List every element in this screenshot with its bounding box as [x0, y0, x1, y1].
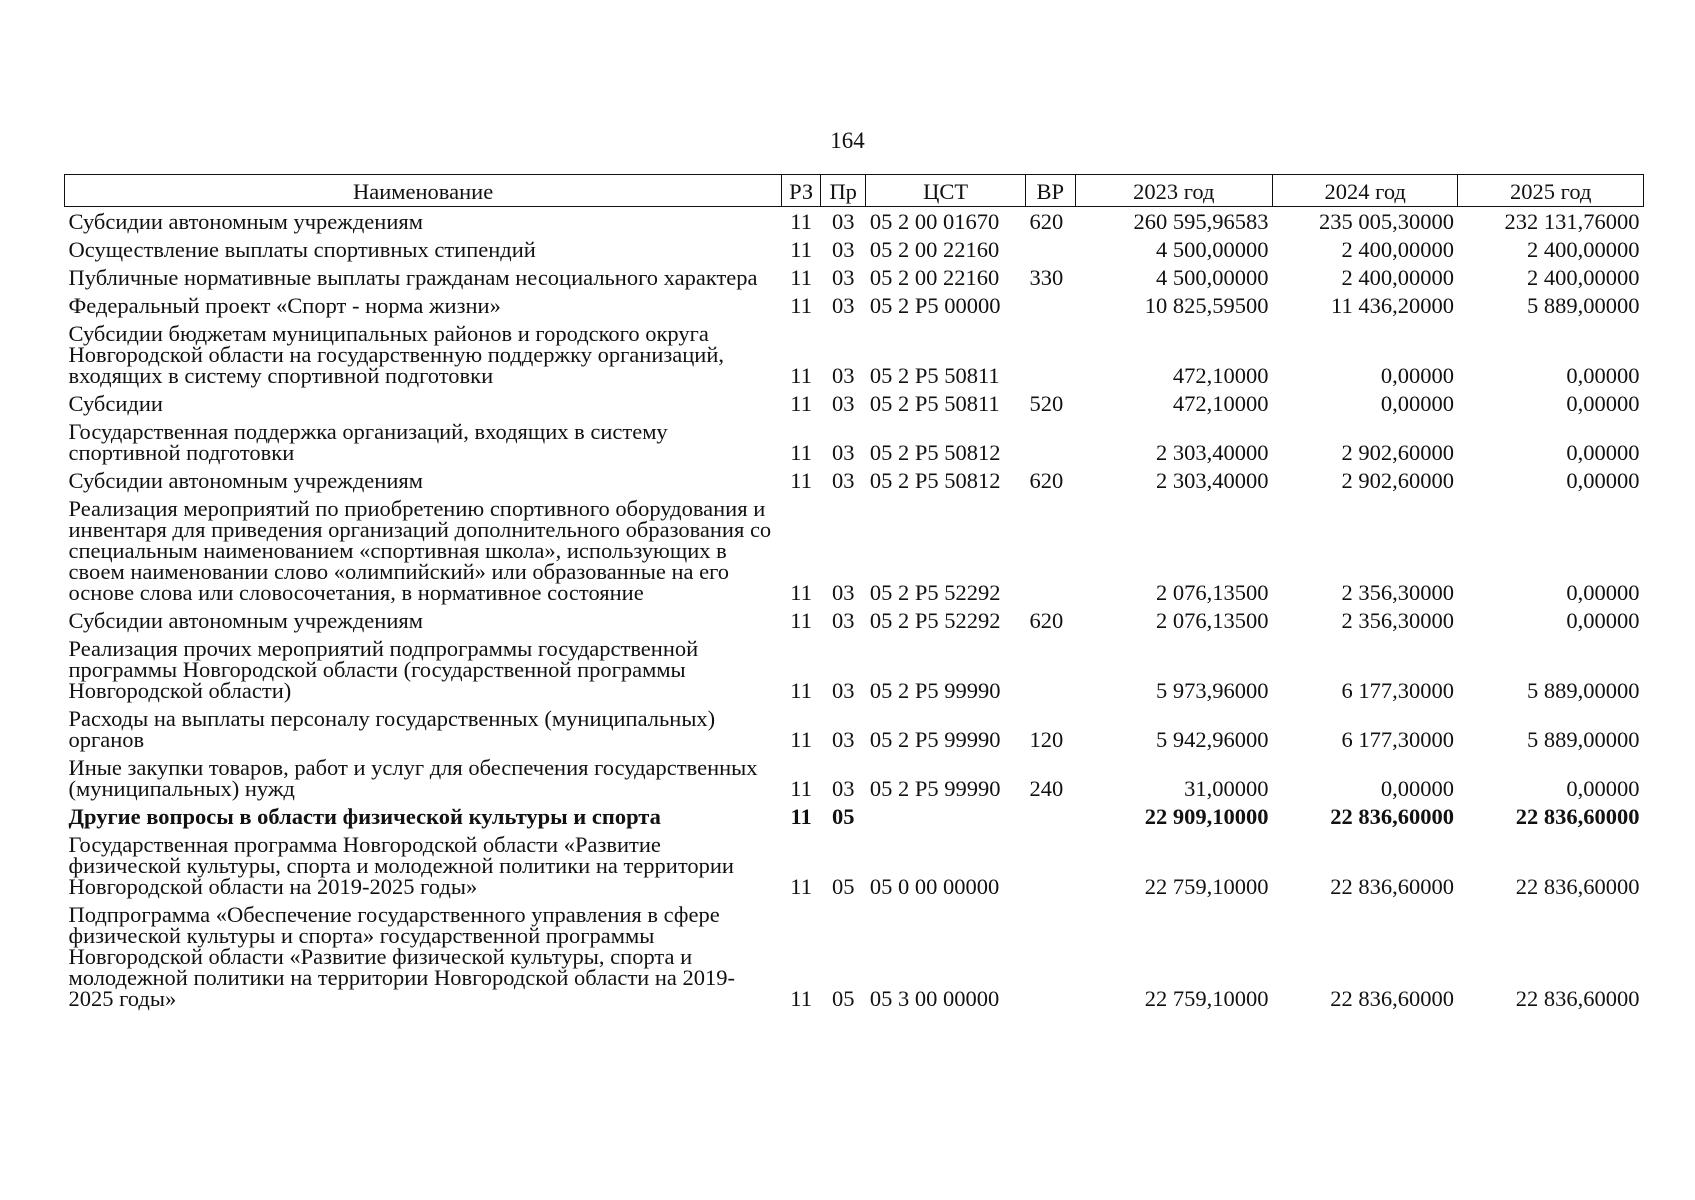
row-2024: 2 356,30000	[1341, 580, 1454, 605]
row-2024: 6 177,30000	[1341, 678, 1454, 703]
row-2023: 4 500,00000	[1155, 237, 1269, 262]
row-cst: 05 2 P5 00000	[869, 293, 1001, 318]
row-pr: 03	[831, 776, 855, 801]
row-rz: 11	[790, 363, 812, 388]
row-2023: 472,10000	[1172, 391, 1269, 416]
row-pr: 03	[831, 608, 855, 633]
row-2023: 2 076,13500	[1155, 608, 1269, 633]
row-cst: 05 2 P5 52292	[869, 608, 1001, 633]
row-vr: 330	[1029, 265, 1064, 290]
row-2025: 0,00000	[1566, 468, 1640, 493]
table-body	[65, 207, 1644, 1013]
row-2023: 10 825,59500	[1144, 293, 1269, 318]
row-2023: 22 909,10000	[1144, 804, 1269, 829]
table-row	[65, 802, 1644, 830]
row-pr: 03	[831, 237, 855, 262]
row-cst: 05 0 00 00000	[869, 874, 1000, 899]
row-pr: 03	[831, 468, 855, 493]
row-rz: 11	[790, 580, 812, 605]
table-row	[65, 634, 1644, 704]
row-2024: 235 005,30000	[1318, 209, 1454, 234]
row-name: Субсидии бюджетам муниципальных районов и городского округа Новгородской области на государственную поддержку организаций, входящих в систему спортивной подготовки	[68, 321, 724, 388]
page-number: 164	[830, 128, 865, 153]
row-pr: 03	[831, 209, 855, 234]
row-2025: 5 889,00000	[1527, 293, 1640, 318]
row-2024: 22 836,60000	[1330, 804, 1454, 829]
row-rz: 11	[790, 237, 812, 262]
row-2024: 2 400,00000	[1341, 265, 1454, 290]
row-name: Реализация мероприятий по приобретению спортивного оборудования и инвентаря для приведения организаций дополнительного образования со специальным наименованием «спортивная школа», использующих в своем наименовании слово «олимпийский» или образованные на его основе слова или словосочетания, в нормативное состояние	[68, 496, 772, 605]
row-2024: 22 836,60000	[1330, 874, 1454, 899]
row-vr	[1025, 291, 1075, 319]
row-rz: 11	[790, 468, 812, 493]
row-cst: 05 2 00 22160	[869, 237, 1000, 262]
row-name: Расходы на выплаты персоналу государственных (муниципальных) органов	[68, 706, 716, 752]
row-name: Субсидии	[68, 391, 163, 416]
row-vr	[1025, 494, 1075, 606]
table-row	[65, 704, 1644, 753]
header-rz: РЗ	[782, 175, 821, 207]
row-pr: 03	[831, 293, 855, 318]
row-2025: 0,00000	[1566, 363, 1640, 388]
row-vr: 620	[1029, 209, 1064, 234]
row-pr: 03	[831, 440, 855, 465]
header-vr: ВР	[1025, 175, 1075, 207]
row-cst: 05 3 00 00000	[869, 986, 1000, 1011]
row-cst: 05 2 00 22160	[869, 265, 1000, 290]
row-2023: 22 759,10000	[1144, 986, 1269, 1011]
row-2025: 0,00000	[1566, 580, 1640, 605]
row-name: Субсидии автономным учреждениям	[68, 209, 423, 234]
table-header-row	[65, 175, 1644, 207]
row-vr: 620	[1029, 608, 1064, 633]
row-rz: 11	[790, 293, 812, 318]
row-cst: 05 2 P5 50811	[869, 391, 1000, 416]
row-pr: 03	[831, 580, 855, 605]
budget-table	[64, 174, 1644, 1012]
row-name: Субсидии автономным учреждениям	[68, 608, 423, 633]
row-rz: 11	[790, 678, 812, 703]
row-2025: 0,00000	[1566, 776, 1640, 801]
row-pr: 03	[831, 391, 855, 416]
row-2023: 260 595,96583	[1133, 209, 1269, 234]
row-2025: 0,00000	[1566, 440, 1640, 465]
row-pr: 03	[831, 727, 855, 752]
header-2025: 2025 год	[1458, 175, 1644, 207]
row-2023: 5 973,96000	[1155, 678, 1269, 703]
row-name: Иные закупки товаров, работ и услуг для обеспечения государственных (муниципальных) нужд	[68, 755, 758, 801]
row-rz: 11	[790, 391, 812, 416]
header-2024: 2024 год	[1272, 175, 1458, 207]
table-row	[65, 830, 1644, 900]
row-2023: 22 759,10000	[1144, 874, 1269, 899]
row-pr: 05	[831, 986, 855, 1011]
row-pr: 03	[831, 678, 855, 703]
row-2025: 2 400,00000	[1527, 237, 1640, 262]
row-rz: 11	[790, 874, 812, 899]
row-2024: 22 836,60000	[1330, 986, 1454, 1011]
row-vr	[1025, 830, 1075, 900]
row-2025: 0,00000	[1566, 608, 1640, 633]
row-name: Федеральный проект «Спорт - норма жизни»	[68, 293, 501, 318]
row-vr	[1025, 634, 1075, 704]
row-cst: 05 2 00 01670	[869, 209, 1000, 234]
row-2024: 2 902,60000	[1341, 440, 1454, 465]
table-row	[65, 753, 1644, 802]
table-row	[65, 606, 1644, 634]
row-2023: 2 303,40000	[1155, 468, 1269, 493]
table-row	[65, 494, 1644, 606]
row-name: Государственная поддержка организаций, входящих в систему спортивной подготовки	[68, 419, 668, 465]
row-rz: 11	[790, 804, 812, 829]
row-2025: 5 889,00000	[1527, 727, 1640, 752]
header-cst: ЦСТ	[866, 175, 1026, 207]
table-row	[65, 263, 1644, 291]
table-row	[65, 207, 1644, 236]
header-name: Наименование	[65, 175, 782, 207]
row-2024: 6 177,30000	[1341, 727, 1454, 752]
table-row	[65, 466, 1644, 494]
row-vr	[1025, 802, 1075, 830]
row-rz: 11	[790, 265, 812, 290]
row-2025: 0,00000	[1566, 391, 1640, 416]
row-2024: 2 902,60000	[1341, 468, 1454, 493]
row-2023: 2 076,13500	[1155, 580, 1269, 605]
row-name: Другие вопросы в области физической культуры и спорта	[68, 804, 661, 829]
row-vr	[1025, 900, 1075, 1012]
row-rz: 11	[790, 209, 812, 234]
row-vr	[1025, 319, 1075, 389]
row-vr: 240	[1029, 776, 1064, 801]
row-name: Подпрограмма «Обеспечение государственного управления в сфере физической культуры и спорта» государственной программы Новгородской области «Развитие физической культуры, спорта и молодежной политики на территории Новгородской области на 2019-2025 годы»	[68, 902, 735, 1011]
row-2025: 22 836,60000	[1515, 986, 1640, 1011]
table-row	[65, 291, 1644, 319]
table-row	[65, 417, 1644, 466]
row-2025: 5 889,00000	[1527, 678, 1640, 703]
table-row	[65, 389, 1644, 417]
row-rz: 11	[790, 776, 812, 801]
row-rz: 11	[790, 986, 812, 1011]
row-2024: 0,00000	[1380, 363, 1454, 388]
row-cst: 05 2 P5 50812	[869, 468, 1001, 493]
row-rz: 11	[790, 440, 812, 465]
row-2025: 22 836,60000	[1515, 874, 1640, 899]
row-2025: 2 400,00000	[1527, 265, 1640, 290]
row-pr: 03	[831, 363, 855, 388]
row-vr: 620	[1029, 468, 1064, 493]
row-cst: 05 2 P5 50811	[869, 363, 1000, 388]
table-row	[65, 319, 1644, 389]
row-name: Реализация прочих мероприятий подпрограммы государственной программы Новгородской области (государственной программы Новгородской области)	[68, 636, 699, 703]
table-row	[65, 235, 1644, 263]
row-vr	[1025, 235, 1075, 263]
row-2023: 2 303,40000	[1155, 440, 1269, 465]
row-2023: 31,00000	[1184, 776, 1269, 801]
row-rz: 11	[790, 608, 812, 633]
row-2024: 0,00000	[1380, 391, 1454, 416]
row-cst: 05 2 P5 99990	[869, 678, 1001, 703]
row-rz: 11	[790, 727, 812, 752]
row-2023: 472,10000	[1172, 363, 1269, 388]
row-vr: 120	[1029, 727, 1064, 752]
row-name: Государственная программа Новгородской области «Развитие физической культуры, спорта и молодежной политики на территории Новгородской области на 2019-2025 годы»	[68, 832, 734, 899]
row-pr: 05	[831, 804, 855, 829]
row-name: Осуществление выплаты спортивных стипендий	[68, 237, 536, 262]
row-2024: 11 436,20000	[1331, 293, 1454, 318]
table-row	[65, 900, 1644, 1012]
row-pr: 03	[831, 265, 855, 290]
row-2025: 22 836,60000	[1515, 804, 1640, 829]
row-2023: 5 942,96000	[1155, 727, 1269, 752]
header-pr: Пр	[821, 175, 866, 207]
row-vr: 520	[1029, 391, 1064, 416]
row-cst	[866, 802, 1026, 830]
row-2025: 232 131,76000	[1504, 209, 1640, 234]
row-cst: 05 2 P5 50812	[869, 440, 1001, 465]
row-2024: 2 400,00000	[1341, 237, 1454, 262]
row-2023: 4 500,00000	[1155, 265, 1269, 290]
row-cst: 05 2 P5 99990	[869, 727, 1001, 752]
row-name: Субсидии автономным учреждениям	[68, 468, 423, 493]
row-name: Публичные нормативные выплаты гражданам несоциального характера	[68, 265, 758, 290]
row-cst: 05 2 P5 99990	[869, 776, 1001, 801]
row-cst: 05 2 P5 52292	[869, 580, 1001, 605]
row-pr: 05	[831, 874, 855, 899]
header-2023: 2023 год	[1075, 175, 1272, 207]
row-vr	[1025, 417, 1075, 466]
row-2024: 0,00000	[1380, 776, 1454, 801]
row-2024: 2 356,30000	[1341, 608, 1454, 633]
